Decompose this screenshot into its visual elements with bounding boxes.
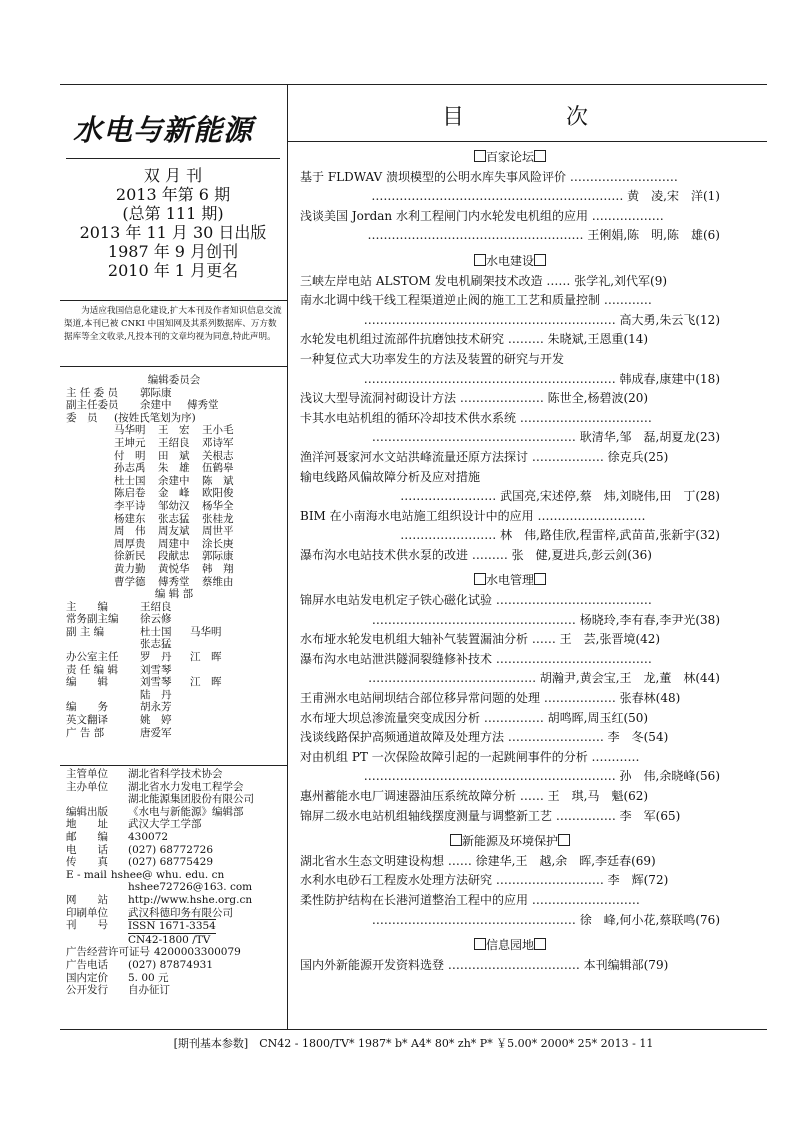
- publish-date: 2013 年 11 月 30 日出版: [79, 223, 267, 242]
- entry-authors: …………………………………………… 杨晓玲,李有春,李尹光(38): [371, 612, 720, 627]
- divider: [60, 300, 287, 301]
- director-name: 郭际康: [140, 386, 172, 399]
- entry-title[interactable]: 渔洋河聂家河水文站洪峰流量还原方法探讨 ……………… 徐克兵(25): [300, 449, 669, 464]
- member-name: 王坤元: [114, 436, 146, 449]
- section-name: 新能源及环境保护: [461, 834, 558, 849]
- member-name: 李平诗: [114, 499, 146, 512]
- toc-entry[interactable]: [300, 207, 720, 246]
- entry-title[interactable]: 三峡左岸电站 ALSTOM 发电机刷架技术改造 …… 张学礼,刘代军(9): [300, 273, 668, 288]
- entry-title[interactable]: 基于 FLDWAV 溃坝模型的公明水库失事风险评价 ………………………: [300, 169, 678, 184]
- toc-entry[interactable]: [300, 709, 720, 729]
- staff-name: 王绍良: [140, 600, 172, 613]
- toc-entry[interactable]: [300, 807, 720, 827]
- box-icon: [474, 938, 486, 950]
- contact-row: [66, 869, 282, 882]
- toc-entry[interactable]: [300, 591, 720, 630]
- contact-label: 邮 编: [66, 830, 108, 843]
- toc-entry[interactable]: [300, 689, 720, 709]
- contact-label: [66, 881, 128, 894]
- contact-value: 武汉科德印务有限公司: [128, 906, 233, 919]
- vice-name: 余建中: [140, 399, 172, 412]
- copyright-notice: 为适应我国信息化建设,扩大本刊及作者知识信息交流渠道,本刊已被 CNKI 中国知网及其系列数据库、万方数据库等全文收录,凡投本刊的文章均视为同意,特此声明。: [64, 306, 282, 342]
- divider: [60, 366, 287, 367]
- member-name: 杨华全: [202, 499, 234, 512]
- entry-title[interactable]: 浅议大型导流洞衬砌设计方法 ………………… 陈世全,杨碧波(20): [300, 391, 649, 406]
- staff-row: [66, 626, 282, 651]
- staff-label: 编 务: [66, 701, 108, 714]
- member-name: 马华明: [114, 424, 146, 437]
- contact-value: (027) 87874931: [128, 958, 214, 971]
- entry-title[interactable]: 卡其水电站机组的循环冷却技术供水系统 ……………………………: [300, 410, 652, 425]
- toc-entry[interactable]: [300, 650, 720, 689]
- contact-row: [66, 934, 282, 947]
- entry-authors: ……………………………………………………… 韩成春,康建中(18): [363, 371, 720, 386]
- toc-entry[interactable]: [300, 630, 720, 650]
- entry-authors: ……………………………………………………… 黄 凌,宋 洋(1): [371, 189, 720, 204]
- entry-title[interactable]: 水轮发电机组过流部件抗磨蚀技术研究 ……… 朱晓斌,王恩重(14): [300, 332, 649, 347]
- contact-row: [66, 984, 282, 997]
- contact-value: 武汉大学工学部: [128, 818, 202, 831]
- staff-names: [140, 664, 282, 677]
- contact-row: [66, 856, 282, 869]
- contact-label: 主办单位: [66, 780, 108, 793]
- contact-row: [66, 894, 282, 907]
- entry-title[interactable]: 瀑布沟水电站技术供水泵的改进 ……… 张 健,夏进兵,彭云剑(36): [300, 547, 652, 562]
- member-name: 周建中: [158, 537, 190, 550]
- toc-entry[interactable]: [300, 546, 720, 566]
- member-name: 周 伟: [114, 525, 146, 538]
- contact-value: http://www.hshe.org.cn: [128, 893, 253, 906]
- member-name: 王 宏: [158, 424, 190, 437]
- contact-label: 地 址: [66, 818, 108, 831]
- entry-title[interactable]: 对由机组 PT 一次保险故障引起的一起跳闸事件的分析 …………: [300, 749, 640, 764]
- member-name: 杜士国: [114, 474, 146, 487]
- contact-value: 430072: [128, 830, 169, 843]
- staff-name: 马华明: [190, 625, 222, 638]
- staff-name: 胡永芳: [140, 701, 172, 714]
- divider: [60, 765, 287, 766]
- contact-row: [66, 781, 282, 794]
- contact-row: [66, 919, 282, 934]
- contact-label: 网 站: [66, 893, 108, 906]
- staff-names: [140, 613, 282, 626]
- logo-rule: [66, 158, 280, 159]
- entry-title[interactable]: 王甫洲水电站闸坝结合部位移异常问题的处理 ……………… 张春林(48): [300, 691, 681, 706]
- contact-label: [66, 793, 128, 806]
- vice-name: 傅秀堂: [187, 399, 219, 412]
- staff-names: [140, 701, 282, 714]
- staff-name: 罗 丹: [140, 651, 172, 664]
- contact-label: [66, 934, 128, 947]
- staff-label: 常务副主编: [66, 613, 119, 626]
- contact-row: [66, 959, 282, 972]
- box-icon: [474, 573, 486, 585]
- member-name: 陈启卷: [114, 487, 146, 500]
- staff-label: 办公室主任: [66, 651, 119, 664]
- section-heading: [300, 571, 720, 591]
- bottom-rule: [60, 1029, 767, 1030]
- entry-authors: ……………………………………………… 王俐娟,陈 明,陈 雄(6): [367, 228, 720, 243]
- member-name: 傅秀堂: [158, 575, 190, 588]
- toc-entry[interactable]: [300, 891, 720, 930]
- staff-row: [66, 651, 282, 664]
- staff-row: [66, 676, 282, 701]
- staff-name: 张志猛: [140, 638, 172, 651]
- contact-value: 4200003300079: [154, 946, 241, 959]
- member-name: 孙志禹: [114, 462, 146, 475]
- toc-entry[interactable]: [300, 468, 720, 507]
- member-name: 段献忠: [158, 550, 190, 563]
- staff-name: 唐爱军: [140, 726, 172, 739]
- toc-title: 目 次: [441, 105, 628, 130]
- contact-label: 印刷单位: [66, 906, 108, 919]
- entry-title[interactable]: 瀑布沟水电站泄洪隧洞裂缝修补技术 …………………………………: [300, 651, 652, 666]
- staff-names: [140, 676, 282, 701]
- member-name: 邹幼汉: [158, 499, 190, 512]
- staff-name: 徐云修: [140, 613, 172, 626]
- section-name: 水电建设: [485, 253, 534, 268]
- toc-entry[interactable]: [300, 748, 720, 787]
- entry-authors: ……………………………………………………… 孙 伟,余晓峰(56): [363, 769, 720, 784]
- toc-entry[interactable]: [300, 350, 720, 389]
- contact-label: 公开发行: [66, 984, 108, 997]
- contact-label: E - mail: [66, 868, 107, 881]
- contact-label: 国内定价: [66, 971, 108, 984]
- contact-value: (027) 68772726: [128, 843, 214, 856]
- top-rule: [60, 84, 767, 85]
- member-name: 杨建东: [114, 512, 146, 525]
- editorial-dept-heading: 编 辑 部: [154, 588, 194, 601]
- contact-value: 湖北省科学技术协会: [128, 768, 223, 780]
- member-name: 关根志: [202, 449, 234, 462]
- member-name: 徐新民: [114, 550, 146, 563]
- section-name: 百家论坛: [485, 150, 534, 164]
- staff-name: 陆 丹: [140, 688, 172, 701]
- staff-names: [140, 601, 282, 614]
- contact-label: 编辑出版: [66, 805, 108, 818]
- toc-entry[interactable]: [300, 787, 720, 807]
- member-name: 张志猛: [158, 512, 190, 525]
- staff-names: [140, 714, 282, 727]
- contact-value: 自办征订: [128, 984, 170, 997]
- member-name: 周厚贵: [114, 537, 146, 550]
- staff-name: 江 晖: [190, 651, 222, 664]
- section-heading: [300, 252, 720, 272]
- section-heading: [300, 936, 720, 956]
- member-name: 蔡维由: [202, 575, 234, 588]
- staff-label: 编 辑: [66, 676, 108, 689]
- entry-authors: …………………………………… 胡瀚尹,黄会宝,王 龙,董 林(44): [368, 671, 720, 686]
- member-name: 郭际康: [202, 550, 234, 563]
- member-name: 周友斌: [158, 525, 190, 538]
- toc-entry[interactable]: [300, 389, 720, 409]
- director-label: 主 任 委 员: [66, 386, 119, 399]
- frequency: 双 月 刊: [143, 166, 203, 185]
- member-name: 黄力勤: [114, 562, 146, 575]
- contact-value: hshee@ whu. edu. cn: [110, 868, 225, 881]
- vice-label: 副主任委员: [66, 399, 119, 412]
- staff-name: 杜士国: [140, 625, 172, 638]
- box-icon: [534, 938, 546, 950]
- issue: 2013 年第 6 期: [115, 185, 231, 204]
- section-name: 水电管理: [485, 573, 534, 588]
- staff-row: [66, 714, 282, 727]
- board-heading: 编辑委员会: [147, 374, 201, 386]
- staff-label: 广 告 部: [66, 726, 105, 739]
- contact-value: CN42-1800 /TV: [128, 933, 211, 946]
- member-name: 王绍良: [158, 436, 190, 449]
- staff-row: [66, 701, 282, 714]
- toc-entry[interactable]: [300, 272, 720, 292]
- entry-title[interactable]: 国内外新能源开发资料选登 …………………………… 本刊编辑部(79): [300, 957, 669, 972]
- members-list: [66, 424, 282, 588]
- staff-label: 英文翻译: [66, 714, 108, 727]
- staff-label: 主 编: [66, 600, 108, 613]
- entry-authors: …………………… 武国亮,宋述停,蔡 炜,刘晓伟,田 丁(28): [400, 489, 720, 504]
- contact-info: [66, 768, 282, 997]
- member-name: 王小毛: [202, 424, 234, 437]
- box-icon: [558, 834, 570, 846]
- box-icon: [534, 150, 546, 162]
- entry-title[interactable]: 浅谈美国 Jordan 水利工程闸门内水轮发电机组的应用 ………………: [300, 208, 664, 223]
- contact-label: 电 话: [66, 843, 108, 856]
- contact-row: [66, 793, 282, 806]
- journal-logo: 水电与新能源: [73, 113, 254, 147]
- editorial-board: [66, 374, 282, 739]
- entry-title[interactable]: BIM 在小南海水电站施工组织设计中的应用 ………………………: [300, 508, 646, 523]
- entry-authors: …………………………………………… 徐 峰,何小花,蔡联鸣(76): [371, 912, 720, 927]
- toc-entry[interactable]: [300, 291, 720, 330]
- member-name: 邓诗军: [202, 436, 234, 449]
- contact-value: 《水电与新能源》编辑部: [128, 805, 244, 818]
- contact-row: [66, 881, 282, 894]
- toc-entry[interactable]: [300, 168, 720, 207]
- member-name: 金 峰: [158, 487, 190, 500]
- entry-title[interactable]: 水布垭水轮发电机组大轴补气装置漏油分析 …… 王 芸,张晋境(42): [300, 632, 661, 647]
- toc-entry[interactable]: [300, 507, 720, 546]
- staff-row: [66, 613, 282, 626]
- toc-entry[interactable]: [300, 956, 720, 976]
- entry-authors: …………………………………………… 耿清华,邹 磊,胡夏龙(23): [371, 430, 720, 445]
- member-name: 涂长庚: [202, 537, 234, 550]
- contact-value: 湖北省水力发电工程学会: [128, 780, 244, 793]
- contact-row: [66, 972, 282, 985]
- entry-authors: …………………… 林 伟,路佳欣,程雷梓,武苗苗,张新宇(32): [400, 528, 720, 543]
- section-name: 信息园地: [485, 938, 534, 953]
- toc-entry[interactable]: [300, 330, 720, 350]
- section-heading: [300, 832, 720, 852]
- entry-title[interactable]: 惠州蓄能水电厂调速器油压系统故障分析 …… 王 琪,马 魁(62): [300, 789, 649, 803]
- toc-entry[interactable]: [300, 448, 720, 468]
- staff-row: [66, 601, 282, 614]
- toc-entry[interactable]: [300, 871, 720, 891]
- entry-title[interactable]: 柔性防护结构在长港河道整治工程中的应用 ………………………: [300, 892, 640, 907]
- members-note: (按姓氏笔划为序): [114, 411, 196, 424]
- total-issue: (总第 111 期): [122, 204, 224, 223]
- staff-row: [66, 727, 282, 740]
- entry-title[interactable]: 水布垭大坝总渗流量突变成因分析 …………… 胡鸣晖,周玉红(50): [300, 710, 649, 725]
- staff-name: 刘雪琴: [140, 663, 172, 676]
- journal-parameters: [期刊基本参数] CN42 - 1800/TV* 1987* b* A4* 80* zh* P* ￥5.00* 2000* 25* 2013 - 11: [173, 1037, 654, 1050]
- member-name: 周世平: [202, 525, 234, 538]
- entry-title[interactable]: 南水北调中线干线工程渠道逆止阀的施工工艺和质量控制 …………: [300, 293, 652, 308]
- staff-list: [66, 601, 282, 740]
- box-icon: [534, 254, 546, 266]
- entry-title[interactable]: 输电线路风偏故障分析及应对措施: [300, 469, 481, 484]
- contact-label: 刊 号: [66, 919, 108, 932]
- staff-names: [140, 727, 282, 740]
- renamed: 2010 年 1 月更名: [107, 261, 239, 280]
- toc-entry[interactable]: [300, 728, 720, 748]
- contact-value: 5. 00 元: [128, 971, 169, 984]
- box-icon: [474, 254, 486, 266]
- entry-title[interactable]: 浅谈线路保护高频通道故障及处理方法 …………………… 李 冬(54): [300, 730, 669, 745]
- title-rule: [287, 141, 767, 142]
- contact-row: [66, 806, 282, 819]
- members-label: 委 员: [66, 411, 98, 424]
- contact-row: [66, 844, 282, 857]
- member-name: 韩 翔: [202, 562, 234, 575]
- contact-value: hshee72726@163. com: [128, 881, 253, 894]
- contact-row: [66, 946, 282, 959]
- member-name: 陈 斌: [202, 474, 234, 487]
- member-name: 余建中: [158, 474, 190, 487]
- entry-title[interactable]: 水利水电砂石工程废水处理方法研究 ……………………… 李 辉(72): [300, 873, 669, 888]
- toc-entry[interactable]: [300, 852, 720, 872]
- box-icon: [534, 573, 546, 585]
- publication-info: [66, 166, 280, 280]
- staff-names: [140, 651, 282, 664]
- member-name: 伍鹤皋: [202, 462, 234, 475]
- contact-label: 广告电话: [66, 958, 108, 971]
- contact-row: [66, 818, 282, 831]
- contact-value: ISSN 1671-3354: [128, 920, 216, 933]
- contact-value: 湖北能源集团股份有限公司: [128, 793, 254, 806]
- member-name: 朱 雄: [158, 462, 190, 475]
- contact-row: [66, 768, 282, 781]
- founded: 1987 年 9 月创刊: [107, 242, 239, 261]
- contact-row: [66, 831, 282, 844]
- table-of-contents: [300, 148, 720, 975]
- entry-title[interactable]: 锦屏二级水电站机组轴线摆度测量与调整新工艺 …………… 李 军(65): [300, 808, 681, 823]
- contact-label: 广告经营许可证号: [66, 946, 150, 959]
- toc-entry[interactable]: [300, 409, 720, 448]
- entry-title[interactable]: 湖北省水生态文明建设构想 …… 徐建华,王 越,余 晖,李廷春(69): [300, 853, 656, 868]
- entry-title[interactable]: 锦屏水电站发电机定子铁心磁化试验 …………………………………: [300, 593, 652, 608]
- contact-value: (027) 68775429: [128, 856, 214, 869]
- staff-name: 姚 婷: [140, 714, 172, 727]
- contact-label: 主管单位: [66, 768, 108, 780]
- box-icon: [474, 150, 486, 162]
- staff-label: 责 任 编 辑: [66, 663, 119, 676]
- staff-name: 刘雪琴: [140, 676, 172, 689]
- staff-label: 副 主 编: [66, 625, 105, 638]
- member-name: 黄悦华: [158, 562, 190, 575]
- box-icon: [450, 834, 462, 846]
- entry-title[interactable]: 一种复位式大功率发生的方法及装置的研究与开发: [300, 351, 565, 366]
- member-name: 田 斌: [158, 449, 190, 462]
- member-name: 张桂龙: [202, 512, 234, 525]
- member-name: 付 明: [114, 449, 146, 462]
- member-name: 欧阳俊: [202, 487, 234, 500]
- staff-names: [140, 626, 282, 651]
- staff-row: [66, 664, 282, 677]
- contact-label: 传 真: [66, 856, 108, 869]
- column-divider: [287, 84, 288, 1029]
- entry-authors: ……………………………………………………… 高大勇,朱云飞(12): [363, 312, 720, 327]
- member-name: 曹学德: [114, 575, 146, 588]
- section-heading: [300, 148, 720, 168]
- contact-row: [66, 907, 282, 920]
- staff-name: 江 晖: [190, 676, 222, 689]
